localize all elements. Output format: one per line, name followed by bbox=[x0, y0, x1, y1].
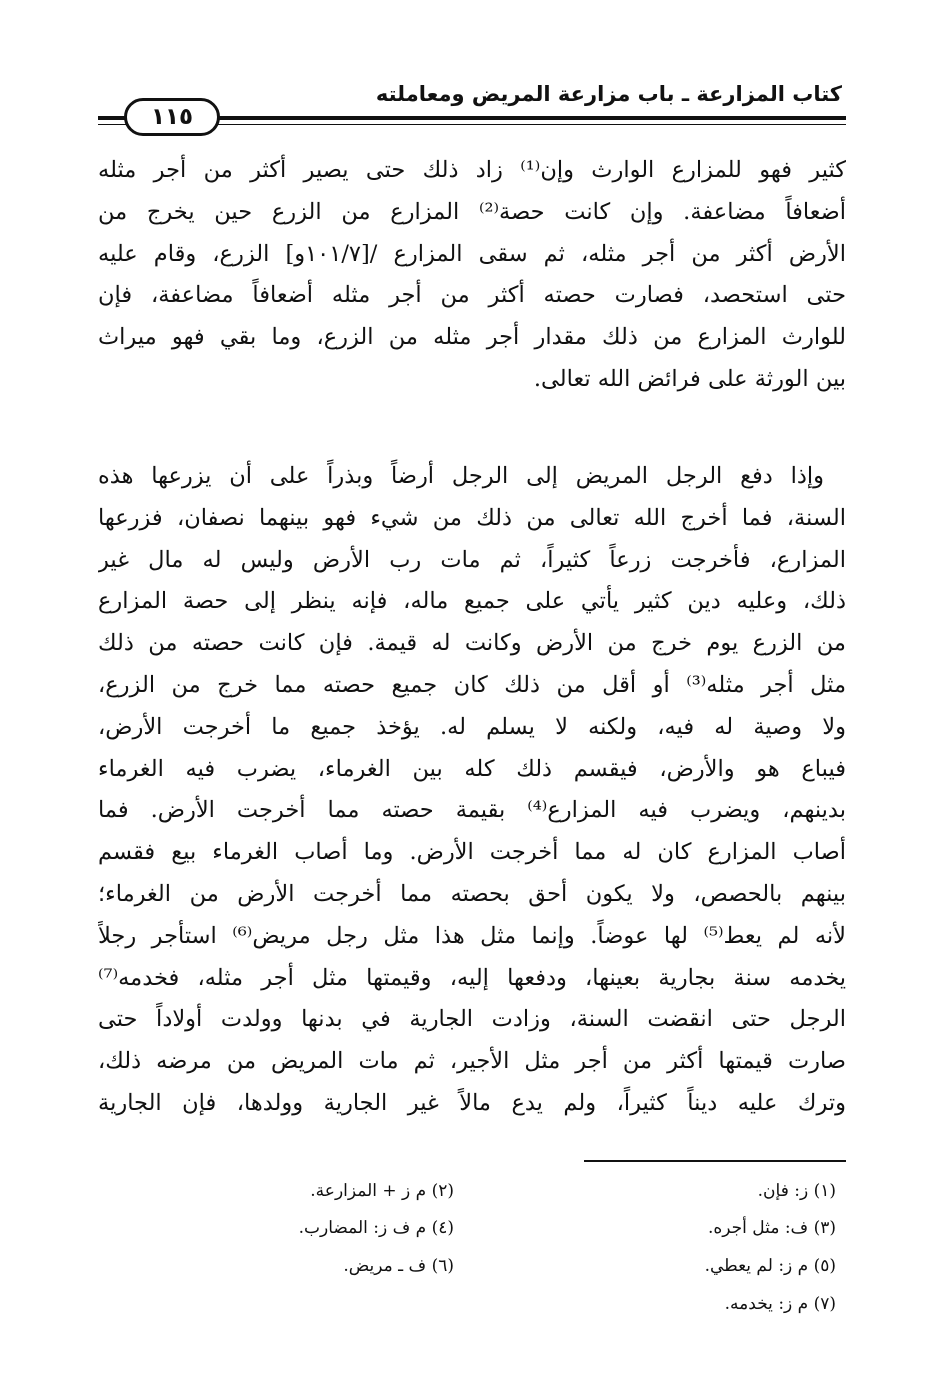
footnote-2: (٢) م ز + المزارعة. bbox=[310, 1181, 454, 1201]
text-line: مثل أجر مثله⁽³⁾ أو أقل من ذلك كان جميع حصته مما خرج من الزرع، bbox=[98, 671, 846, 698]
text-line: أضعافاً مضاعفة. وإن كانت حصة⁽²⁾ المزارع من الزرع حين يخرج من bbox=[98, 198, 846, 225]
text-line: صارت قيمتها أكثر من أجر مثل الأجير، ثم مات المريض من مرضه ذلك، bbox=[98, 1048, 846, 1075]
text-line: الأرض أكثر من أجر مثله، ثم سقى المزارع /[١٠١/٧و] الزرع، وقام عليه bbox=[98, 240, 846, 267]
footnote-3: (٣) ف: مثل أجره. bbox=[707, 1218, 836, 1238]
footnote-5: (٥) م ز: لم يعطي. bbox=[704, 1256, 836, 1276]
text-line: ذلك، وعليه دين كثير يأتي على جميع ماله، فإنه ينظر إلى حصة المزارع bbox=[98, 588, 846, 615]
text-line: كثير فهو للمزارع الوارث وإن⁽¹⁾ زاد ذلك حتى يصير أكثر من أجر مثله bbox=[98, 157, 846, 183]
footnote-1: (١) ز: فإن. bbox=[757, 1181, 836, 1201]
text-line: حتى استحصد، فصارت حصته أكثر من أجر مثله أضعافاً مضاعفة، فإن bbox=[98, 282, 846, 309]
paragraph-2 bbox=[98, 456, 846, 1125]
footnote-separator bbox=[584, 1160, 846, 1162]
text-line: فيباع هو والأرض، فيقسم ذلك كله بين الغرماء، يضرب فيه الغرماء bbox=[98, 755, 846, 782]
text-line: أصاب المزارع كان له مما أخرجت الأرض. وما أصاب الغرماء بيع فقسم bbox=[98, 839, 846, 866]
text-line: وترك عليه ديناً كثيراً، ولم يدع مالاً غير الجارية وولدها، فإن الجارية bbox=[98, 1089, 846, 1116]
text-line: ولا وصية له فيه، ولكنه لا يسلم له. يؤخذ جميع ما أخرجت الأرض، bbox=[98, 713, 846, 740]
text-line: بدينهم، ويضرب فيه المزارع⁽⁴⁾ بقيمة حصته مما أخرجت الأرض. فما bbox=[98, 797, 846, 824]
page-number: ١١٥ bbox=[124, 98, 220, 136]
footnote-6: (٦) ف ـ مريض. bbox=[343, 1256, 454, 1276]
text-line: المزارع، فأخرجت زرعاً كثيراً، ثم مات رب الأرض وليس له مال غير bbox=[98, 546, 846, 573]
text-line: من الزرع يوم خرج من الأرض وكانت له قيمة. فإن كانت حصته من ذلك bbox=[98, 630, 846, 657]
text-line: بين الورثة على فرائض الله تعالى. bbox=[533, 365, 846, 392]
text-line: يخدمه سنة بجارية بعينها، ودفعها إليه، وقيمتها مثل أجر مثله، فخدمه⁽⁷⁾ bbox=[98, 964, 846, 991]
text-line: للوارث المزارع من ذلك مقدار أجر مثله من الزرع، وما بقي فهو ميراث bbox=[98, 324, 846, 351]
paragraph-1 bbox=[98, 150, 846, 401]
text-line: السنة، فما أخرج الله تعالى من ذلك من شيء فهو بينهما نصفان، فزرعها bbox=[98, 504, 846, 531]
footnote-7: (٧) م ز: يخدمه. bbox=[724, 1294, 836, 1314]
text-line: لأنه لم يعط⁽⁵⁾ لها عوضاً. وإنما مثل هذا مثل رجل مريض⁽⁶⁾ استأجر رجلاً bbox=[98, 922, 846, 949]
text-line: الرجل حتى انقضت السنة، وزادت الجارية في بدنها وولدت أولاداً حتى bbox=[98, 1006, 846, 1033]
text-line: وإذا دفع الرجل المريض إلى الرجل أرضاً وبذراً على أن يزرعها هذه bbox=[98, 463, 824, 489]
footnote-4: (٤) م ف ز: المضارب. bbox=[298, 1218, 454, 1238]
text-line: بينهم بالحصص، ولا يكون أحق بحصته مما أخرجت الأرض من الغرماء؛ bbox=[98, 880, 846, 907]
running-header: كتاب المزارعة ـ باب مزارعة المريض ومعاملته bbox=[375, 82, 842, 106]
